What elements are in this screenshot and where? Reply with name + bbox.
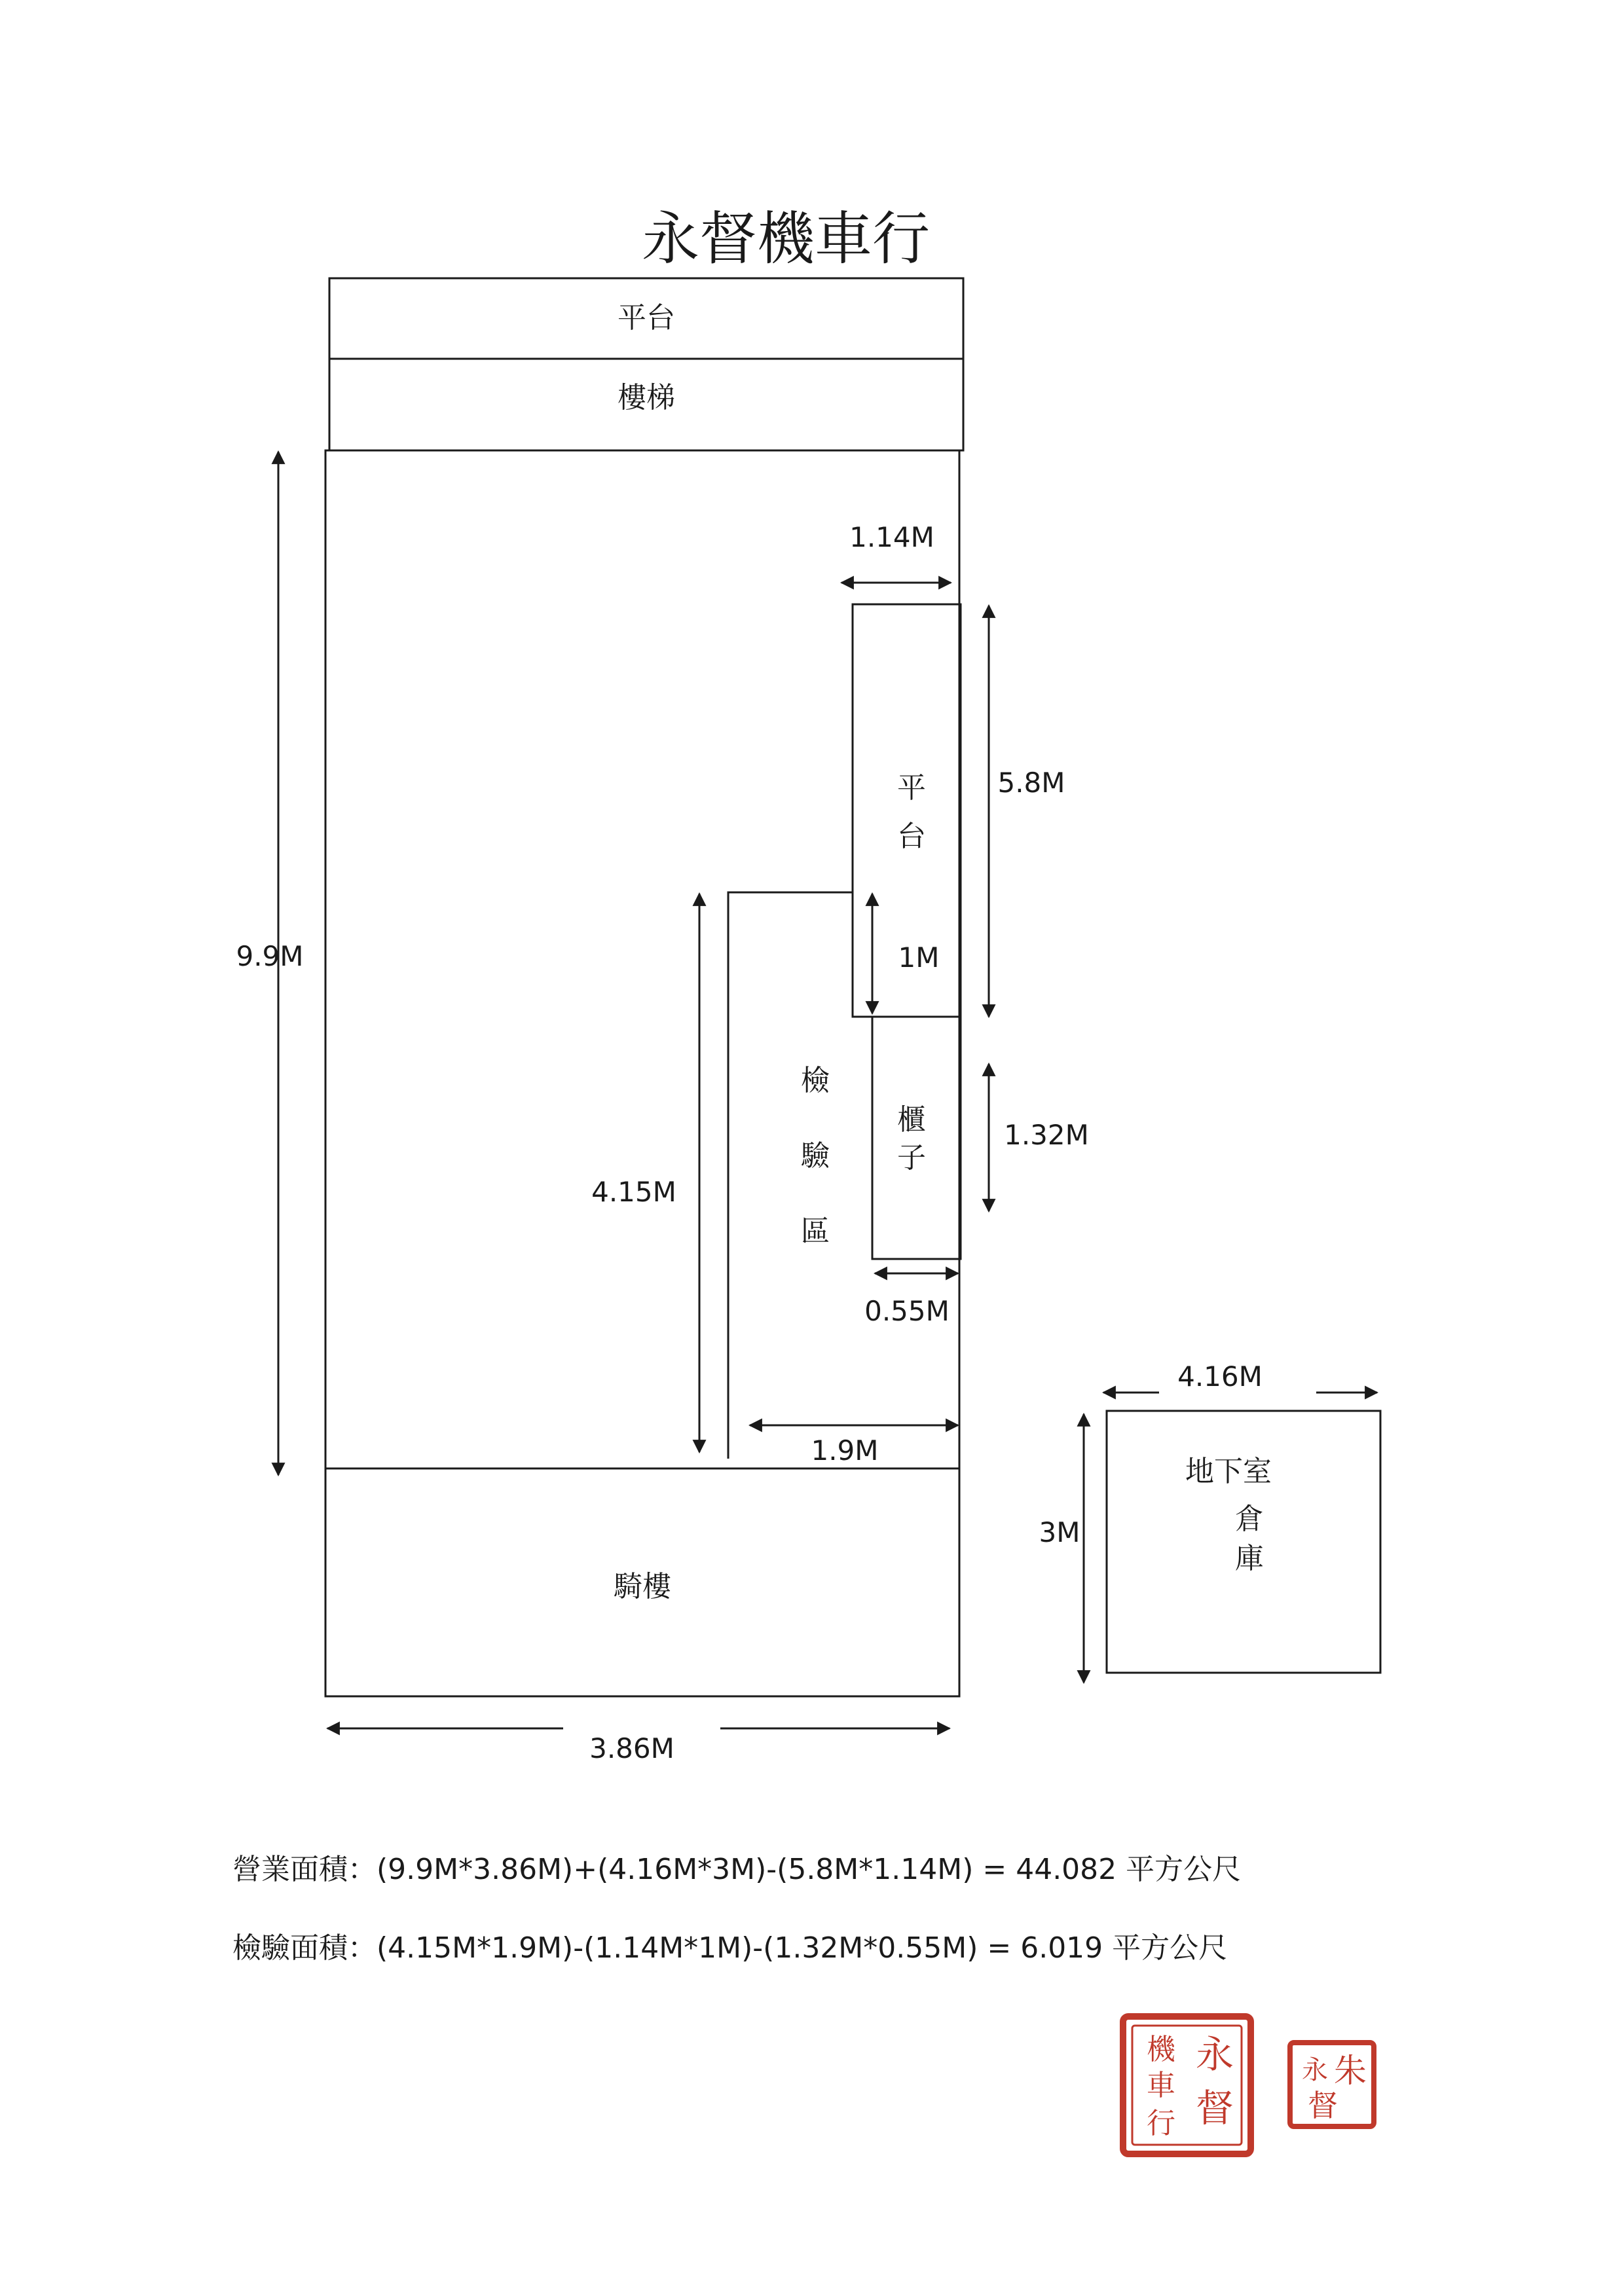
platform-side-label-1: 平 (897, 771, 926, 805)
counter-label-1: 櫃 (897, 1103, 926, 1137)
dim-label-platform-width: 1.14M (849, 521, 934, 553)
platform-top-label: 平台 (618, 301, 675, 335)
owner-seal-stamp (1290, 2043, 1374, 2126)
dim-label-overlap: 1M (898, 941, 940, 974)
svg-text:永: 永 (1195, 2032, 1234, 2077)
svg-text:永: 永 (1302, 2055, 1328, 2085)
warehouse-label-1: 倉 (1235, 1503, 1264, 1536)
svg-text:督: 督 (1195, 2086, 1234, 2130)
platform-side-label-2: 台 (897, 820, 926, 853)
svg-text:行: 行 (1147, 2107, 1175, 2140)
dim-label-basement-width: 4.16M (1177, 1360, 1263, 1393)
dim-label-main-length: 9.9M (236, 940, 304, 972)
inspection-label-1: 檢 (801, 1064, 830, 1097)
dim-label-inspection-width: 1.9M (811, 1434, 879, 1467)
dim-label-inspection-length: 4.15M (591, 1176, 676, 1208)
warehouse-label-2: 庫 (1235, 1542, 1264, 1575)
inspection-label-2: 驗 (801, 1139, 830, 1173)
counter-room (872, 1017, 961, 1259)
basement-label: 地下室 (1185, 1455, 1272, 1488)
arcade-label: 騎樓 (614, 1570, 671, 1603)
dim-label-basement-length: 3M (1039, 1516, 1080, 1548)
svg-text:車: 車 (1147, 2069, 1175, 2102)
svg-text:機: 機 (1147, 2033, 1175, 2066)
inspection-label-3: 區 (801, 1214, 830, 1248)
dim-label-counter-width: 0.55M (864, 1295, 950, 1327)
inspection-area-formula: 檢驗面積：(4.15M*1.9M)-(1.14M*1M)-(1.32M*0.55M) = 6.019 平方公尺 (232, 1931, 1228, 1965)
inspection-area-outline (728, 892, 853, 1459)
counter-label-2: 子 (897, 1141, 926, 1175)
dim-label-main-width: 3.86M (589, 1732, 674, 1764)
dim-label-platform-length: 5.8M (997, 767, 1065, 799)
business-area-formula: 營業面積：(9.9M*3.86M)+(4.16M*3M)-(5.8M*1.14M) = 44.082 平方公尺 (232, 1853, 1242, 1886)
page-title: 永督機車行 (641, 205, 931, 272)
svg-text:督: 督 (1308, 2088, 1338, 2123)
dim-label-counter-length: 1.32M (1004, 1119, 1089, 1151)
svg-text:朱: 朱 (1334, 2052, 1367, 2090)
stairs-label: 樓梯 (618, 381, 675, 414)
shop-seal-stamp (1123, 2016, 1251, 2154)
